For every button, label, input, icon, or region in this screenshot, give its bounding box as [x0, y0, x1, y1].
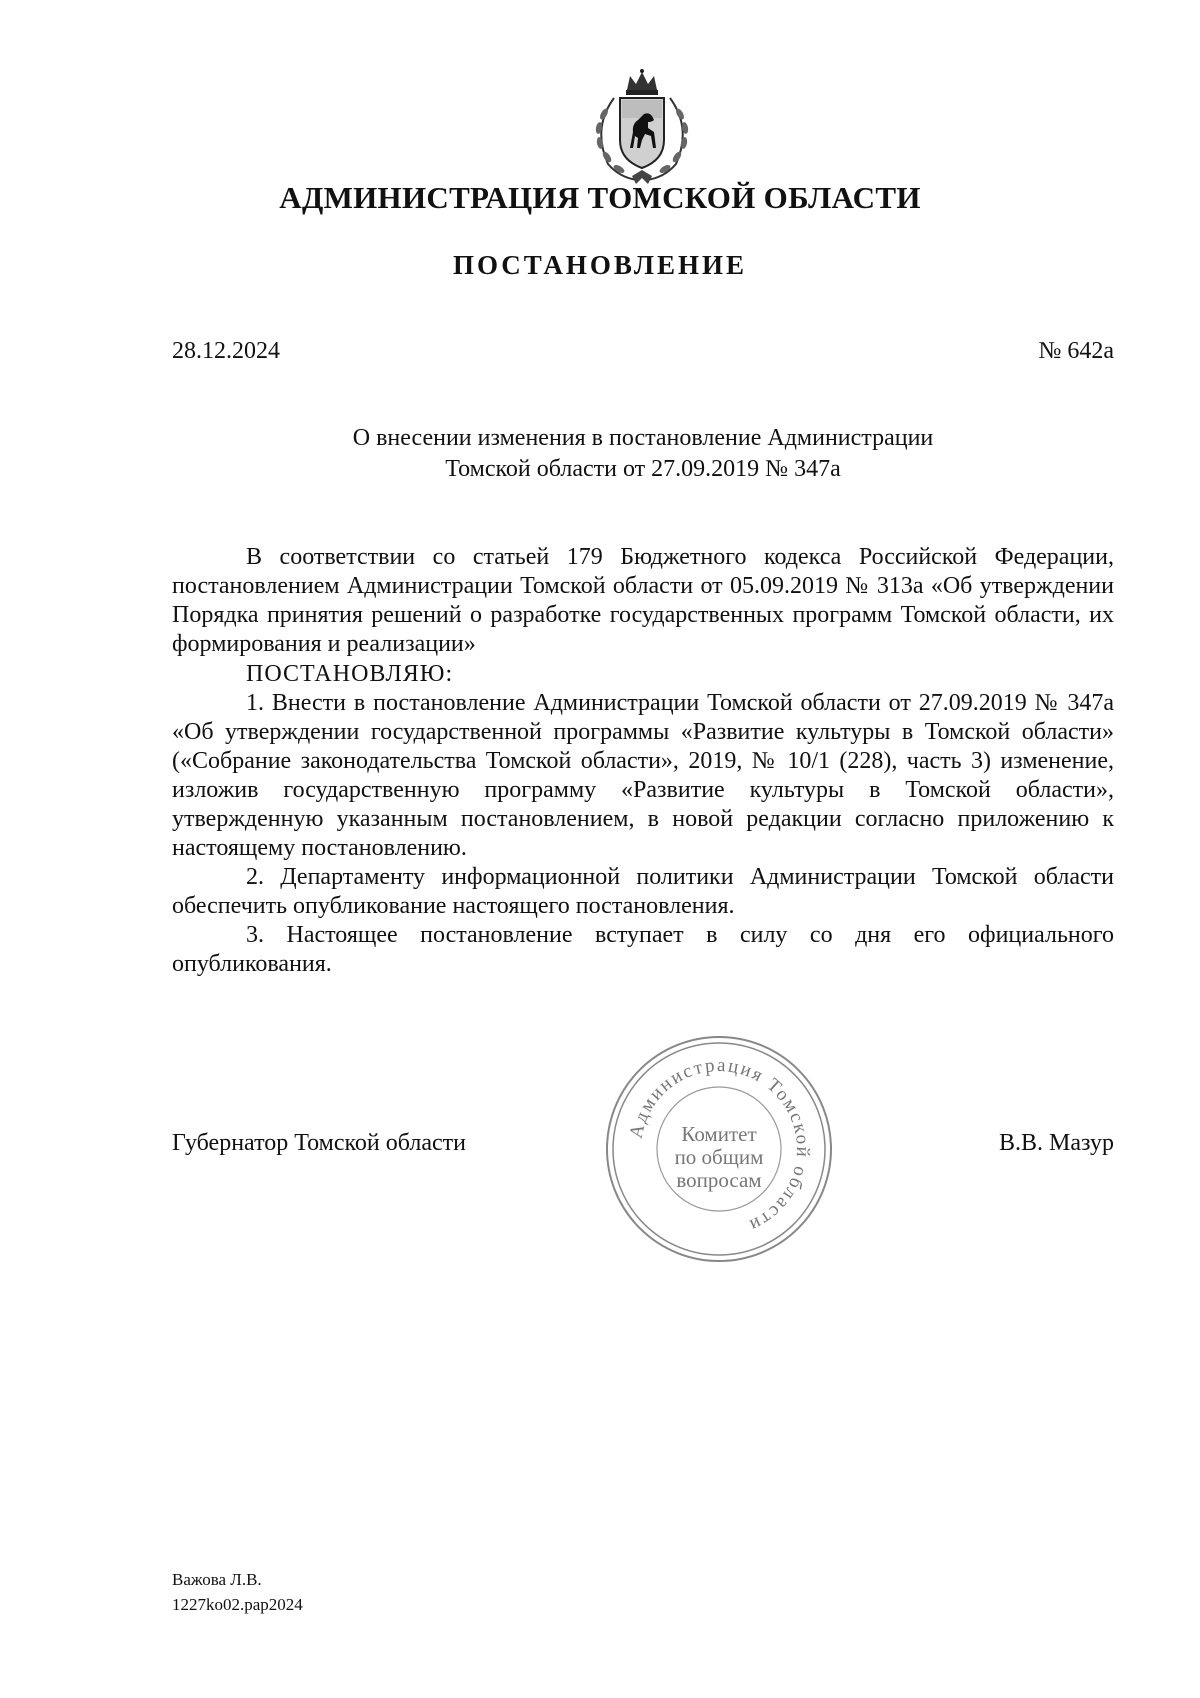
- document-type: ПОСТАНОВЛЕНИЕ: [452, 250, 748, 280]
- seal-center-line: Комитет: [681, 1122, 757, 1146]
- document-subject: [172, 423, 1114, 485]
- document-number: № 642а: [1038, 338, 1114, 364]
- subject-line: Томской области от 27.09.2019 № 347а: [445, 456, 841, 482]
- executor-name: Важова Л.В.: [172, 1570, 262, 1589]
- subject-line: О внесении изменения в постановление Администрации: [352, 425, 934, 451]
- organization-title: АДМИНИСТРАЦИЯ ТОМСКОЙ ОБЛАСТИ: [279, 180, 921, 215]
- clause-1: 1. Внести в постановление Администрации Томской области от 27.09.2019 № 347а «Об утверждении государственной программы «Развитие культуры в Томской области» («Собрание законодательства Томской области», 2019, № 10/1 (228), часть 3) изменение, изложив государственную программу «Развитие культуры в Томской области», утвержденную указанным постановлением, в новой редакции согласно приложению к настоящему постановлению.: [172, 690, 1114, 861]
- executor-info: [172, 1567, 303, 1617]
- signatory-position: Губернатор Томской области: [172, 1130, 466, 1156]
- official-seal: [603, 1033, 835, 1265]
- signatory-name: В.В. Мазур: [999, 1130, 1114, 1156]
- decree-heading: ПОСТАНОВЛЯЮ:: [246, 661, 454, 687]
- seal-center-line: по общим: [674, 1145, 764, 1169]
- seal-center-line: вопросам: [676, 1168, 762, 1192]
- coat-of-arms-icon: [586, 68, 698, 188]
- preamble-paragraph: В соответствии со статьей 179 Бюджетного кодекса Российской Федерации, постановлением Администрации Томской области от 05.09.2019 № 313а «Об утверждении Порядка принятия решений о разработке государственных программ Томской области, их формирования и реализации»: [172, 544, 1114, 657]
- document-body: [172, 543, 1114, 979]
- executor-file: 1227ko02.pap2024: [172, 1595, 303, 1614]
- document-date: 28.12.2024: [172, 338, 280, 364]
- clause-3: 3. Настоящее постановление вступает в силу со дня его официального опубликования.: [172, 922, 1114, 977]
- clause-2: 2. Департаменту информационной политики Администрации Томской области обеспечить опубликование настоящего постановления.: [172, 864, 1114, 919]
- seal-ring-text: Администрация Томской области: [625, 1054, 814, 1237]
